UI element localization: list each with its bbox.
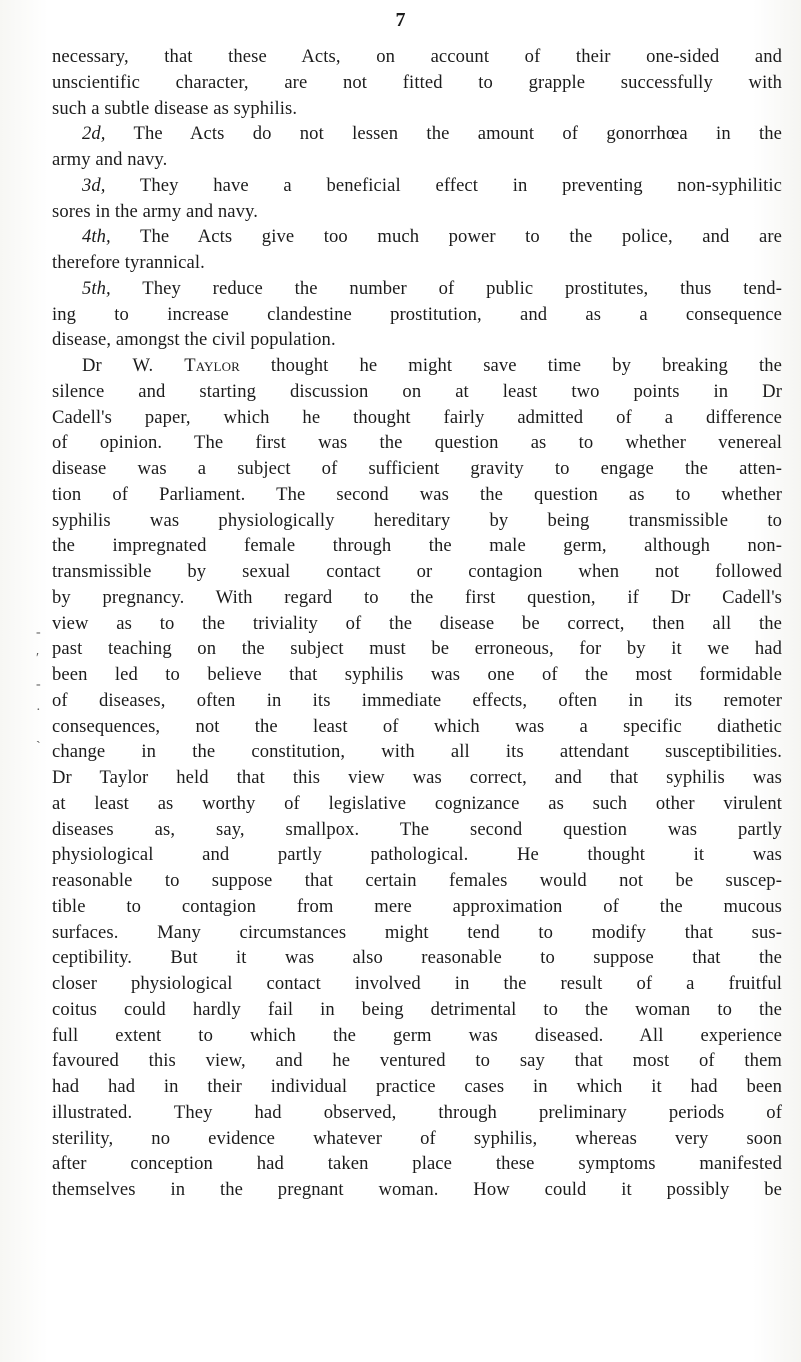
text-line: of opinion. The first was the question as to whether venereal [52, 432, 782, 454]
text-line: diseases as, say, smallpox. The second question was partly [52, 818, 782, 840]
text-line: surfaces. Many circumstances might tend to modify that sus- [52, 921, 782, 943]
text-fragment: They reduce the number of public prostitutes, thus tend- [142, 277, 782, 299]
text-line: favoured this view, and he ventured to say that most of them [52, 1050, 782, 1072]
paragraph-ordinal: 4th, [82, 226, 111, 248]
text-line: been led to believe that syphilis was one of the most formidable [52, 664, 782, 685]
text-line: tion of Parliament. The second was the question as to whether [52, 483, 782, 505]
text-line: disease was a subject of sufficient gravity to engage the atten- [52, 458, 782, 479]
text-line: full extent to which the germ was diseased. All experience [52, 1024, 782, 1046]
text-fragment: They have a beneficial effect in preventing non-syphilitic [139, 174, 782, 196]
text-line: change in the constitution, with all its attendant susceptibilities. [52, 741, 782, 763]
text-line: transmissible by sexual contact or contagion when not followed [52, 561, 782, 582]
paragraph-ordinal: 2d, [82, 123, 106, 145]
margin-mark: - [36, 625, 41, 640]
text-line: tible to contagion from mere approximation of the mucous [52, 895, 782, 917]
margin-mark: ˏ [36, 729, 41, 744]
text-line: physiological and partly pathological. He thought it was [52, 844, 782, 866]
text-line: silence and starting discussion on at least two points in Dr [52, 380, 782, 402]
text-line: at least as worthy of legislative cognizance as such other virulent [52, 792, 782, 814]
text-line: syphilis was physiologically hereditary by being transmissible to [52, 509, 782, 531]
text-fragment: The Acts do not lessen the amount of gonorrhœa in the [133, 123, 782, 145]
text-line: reasonable to suppose that certain females would not be suscep- [52, 870, 782, 891]
body-text [52, 44, 782, 1203]
text-line: army and navy. [52, 149, 168, 170]
text-line: necessary, that these Acts, on account of their one-sided and [52, 46, 782, 67]
text-line: ceptibility. But it was also reasonable to suppose that the [52, 947, 782, 969]
margin-mark: ′ [36, 651, 40, 666]
text-fragment: The Acts give too much power to the police, and are [140, 226, 782, 248]
paragraph-ordinal: 3d, [82, 174, 106, 196]
text-line: consequences, not the least of which was a specific diathetic [52, 715, 782, 737]
speaker-name: Taylor [184, 355, 240, 376]
text-line: illustrated. They had observed, through preliminary periods of [52, 1101, 782, 1123]
text-line [52, 173, 782, 199]
text-line: by pregnancy. With regard to the first question, if Dr Cadell's [52, 586, 782, 608]
text-line: of diseases, often in its immediate effects, often in its remoter [52, 689, 782, 711]
text-line: disease, amongst the civil population. [52, 329, 336, 351]
text-line [52, 276, 782, 302]
paragraph-ordinal: 5th, [82, 277, 111, 299]
text-line: unscientific character, are not fitted to grapple successfully with [52, 71, 782, 93]
page-number: 7 [395, 9, 406, 31]
speaker-prefix: Dr W. [82, 355, 154, 376]
margin-mark: - [36, 677, 41, 692]
text-line [52, 353, 782, 379]
text-line [52, 121, 782, 147]
text-line: themselves in the pregnant woman. How could it possibly be [52, 1179, 782, 1200]
text-line: past teaching on the subject must be erroneous, for by it we had [52, 638, 782, 660]
text-line: sterility, no evidence whatever of syphilis, whereas very soon [52, 1127, 782, 1149]
text-line: sores in the army and navy. [52, 200, 258, 222]
text-line: such a subtle disease as syphilis. [52, 97, 298, 119]
text-line [52, 224, 782, 250]
text-line: ing to increase clandestine prostitution, and as a consequence [52, 303, 782, 325]
text-line: therefore tyrannical. [52, 252, 205, 273]
text-line: closer physiological contact involved in the result of a fruitful [52, 973, 782, 994]
text-line: the impregnated female through the male germ, although non- [52, 535, 782, 557]
text-line: had had in their individual practice cases in which it had been [52, 1076, 782, 1097]
margin-mark: · [36, 703, 41, 718]
text-fragment: thought he might save time by breaking the [270, 355, 782, 376]
text-line: view as to the triviality of the disease be correct, then all the [52, 612, 782, 634]
text-line: Dr Taylor held that this view was correct, and that syphilis was [52, 767, 782, 788]
text-line: coitus could hardly fail in being detrimental to the woman to the [52, 998, 782, 1020]
text-line: Cadell's paper, which he thought fairly admitted of a difference [52, 406, 782, 428]
text-line: after conception had taken place these symptoms manifested [52, 1153, 782, 1175]
